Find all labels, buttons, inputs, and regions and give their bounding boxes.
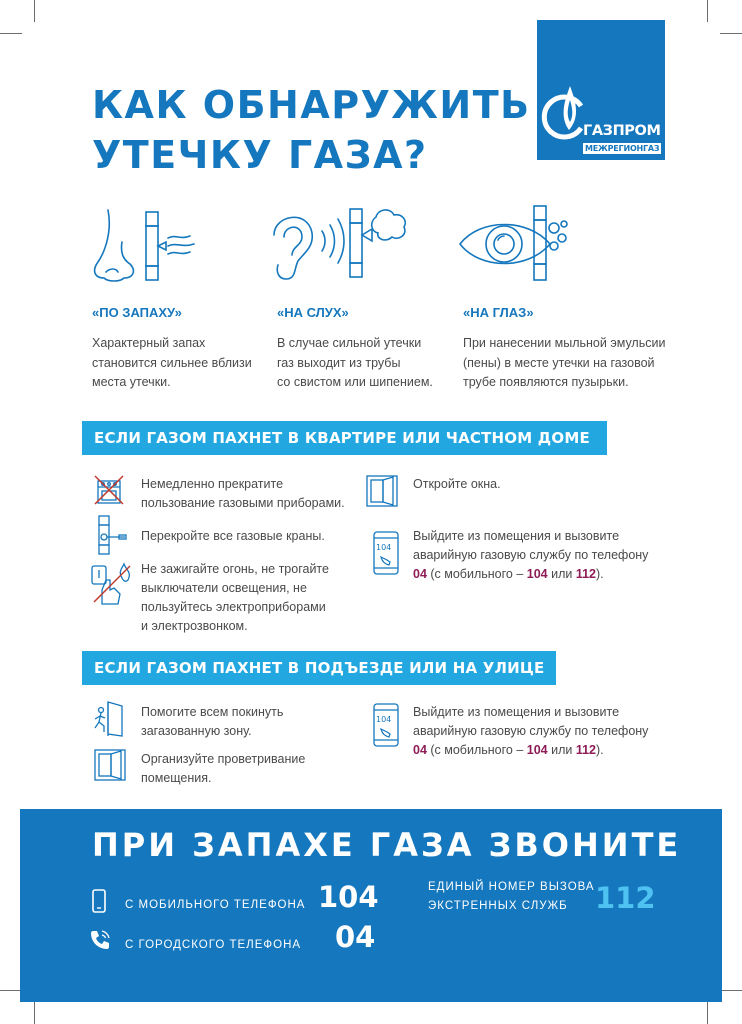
text-line: места утечки. — [92, 375, 171, 389]
mobile-phone-label: С МОБИЛЬНОГО ТЕЛЕФОНА — [125, 899, 306, 911]
exit-icon — [92, 700, 126, 738]
crop-mark — [720, 33, 742, 34]
text-line: Организуйте проветривание — [141, 752, 306, 766]
phone-number-104: 104 — [526, 743, 548, 757]
text-fragment: (с мобильного – — [426, 743, 527, 757]
crop-mark — [707, 1002, 708, 1024]
text-line: становится сильнее вблизи — [92, 355, 252, 370]
method-heading-smell: «ПО ЗАПАХУ» — [92, 305, 182, 320]
mobile-phone-icon — [91, 889, 107, 913]
nose-pipe-icon — [90, 208, 200, 284]
text-line: пользование газовыми приборами. — [141, 496, 345, 510]
instruction-open-windows — [413, 475, 501, 494]
crop-mark — [0, 990, 22, 991]
section-heading-street: ЕСЛИ ГАЗОМ ПАХНЕТ В ПОДЪЕЗДЕ ИЛИ НА УЛИЦЕ — [82, 651, 556, 685]
instruction-call-emergency — [413, 527, 648, 584]
logo-subtitle: МЕЖРЕГИОНГАЗ — [585, 144, 660, 153]
instruction-evacuate — [141, 703, 283, 741]
instruction-ventilate — [141, 750, 305, 788]
instruction-no-fire — [141, 560, 329, 636]
text-line: помещения. — [141, 771, 212, 785]
landline-phone-icon — [88, 928, 112, 952]
text-line: со свистом или шипением. — [277, 375, 433, 389]
text-line: аварийную газовую службу по телефону — [413, 548, 649, 562]
text-line: Выйдите из помещения и вызовите — [413, 529, 620, 543]
crop-mark — [34, 0, 35, 22]
section-heading-home: ЕСЛИ ГАЗОМ ПАХНЕТ В КВАРТИРЕ ИЛИ ЧАСТНОМ ДОМЕ — [82, 421, 607, 455]
landline-phone-label: С ГОРОДСКОГО ТЕЛЕФОНА — [125, 939, 302, 951]
text-line: В случае сильной утечки — [277, 336, 422, 350]
logo-name: ГАЗПРОМ — [583, 123, 661, 139]
text-fragment: или — [547, 567, 576, 581]
crop-mark — [720, 990, 742, 991]
text-line: загазованную зону. — [141, 724, 252, 738]
window-icon — [365, 474, 401, 508]
emergency-label — [428, 879, 595, 914]
text-line: Помогите всем покинуть — [141, 705, 284, 719]
method-heading-hearing: «НА СЛУХ» — [277, 305, 349, 320]
text-line: Характерный запах — [92, 336, 206, 350]
crop-mark — [707, 0, 708, 22]
crop-mark — [34, 1002, 35, 1024]
text-fragment: ). — [596, 567, 604, 581]
no-fire-switch-icon — [88, 560, 134, 606]
text-fragment: или — [547, 743, 576, 757]
footer-title: ПРИ ЗАПАХЕ ГАЗА ЗВОНИТЕ — [92, 826, 682, 864]
phone-number-112: 112 — [575, 567, 596, 581]
method-description-smell — [92, 334, 252, 393]
gazprom-flame-logo-icon — [537, 20, 665, 160]
page-title — [92, 80, 531, 180]
window-icon — [93, 748, 129, 782]
no-stove-icon — [92, 473, 126, 507]
method-description-hearing — [277, 334, 433, 393]
method-description-sight — [463, 334, 665, 393]
phone-number-04: 04 — [413, 567, 427, 581]
text-line: ЕДИНЫЙ НОМЕР ВЫЗОВА — [428, 881, 595, 893]
text-fragment: (с мобильного – — [426, 567, 527, 581]
text-line: (пены) в месте утечки на газовой — [463, 355, 655, 370]
phone-icon-number: 104 — [376, 715, 392, 724]
text-fragment: ). — [596, 743, 604, 757]
text-line: Откройте окна. — [413, 477, 501, 491]
text-line: ЭКСТРЕННЫХ СЛУЖБ — [428, 900, 568, 912]
mobile-phone-number: 104 — [318, 880, 379, 914]
text-line: пользуйтесь электроприборами — [141, 600, 326, 614]
text-line: Немедленно прекратите — [141, 477, 284, 491]
phone-number-04: 04 — [413, 743, 427, 757]
crop-mark — [0, 33, 22, 34]
gas-valve-icon — [95, 515, 129, 555]
phone-104-icon — [372, 702, 402, 750]
phone-icon-number: 104 — [376, 543, 392, 552]
text-line: Не зажигайте огонь, не трогайте — [141, 562, 329, 576]
emergency-number: 112 — [595, 881, 656, 915]
text-line: газ выходит из трубы — [277, 355, 401, 370]
text-line: аварийную газовую службу по телефону — [413, 724, 649, 738]
gazprom-logo — [537, 20, 665, 160]
text-line: выключатели освещения, не — [141, 581, 307, 595]
text-line: Выйдите из помещения и вызовите — [413, 705, 620, 719]
eye-pipe-icon — [458, 204, 578, 284]
instruction-call-emergency — [413, 703, 648, 760]
landline-phone-number: 04 — [335, 920, 376, 954]
page-title-line: УТЕЧКУ ГАЗА? — [92, 133, 428, 177]
text-line: При нанесении мыльной эмульсии — [463, 336, 666, 350]
page-title-line: КАК ОБНАРУЖИТЬ — [92, 83, 531, 127]
text-line: трубе появляются пузырьки. — [463, 375, 629, 389]
text-line: и электрозвонком. — [141, 619, 248, 633]
instruction-stop-appliances — [141, 475, 345, 513]
text-line: Перекройте все газовые краны. — [141, 529, 325, 543]
phone-number-112: 112 — [575, 743, 596, 757]
method-heading-sight: «НА ГЛАЗ» — [463, 305, 534, 320]
instruction-close-valves — [141, 527, 325, 546]
phone-104-icon — [372, 530, 402, 578]
ear-pipe-icon — [268, 205, 413, 285]
footer-call-banner — [20, 809, 722, 1002]
phone-number-104: 104 — [526, 567, 548, 581]
